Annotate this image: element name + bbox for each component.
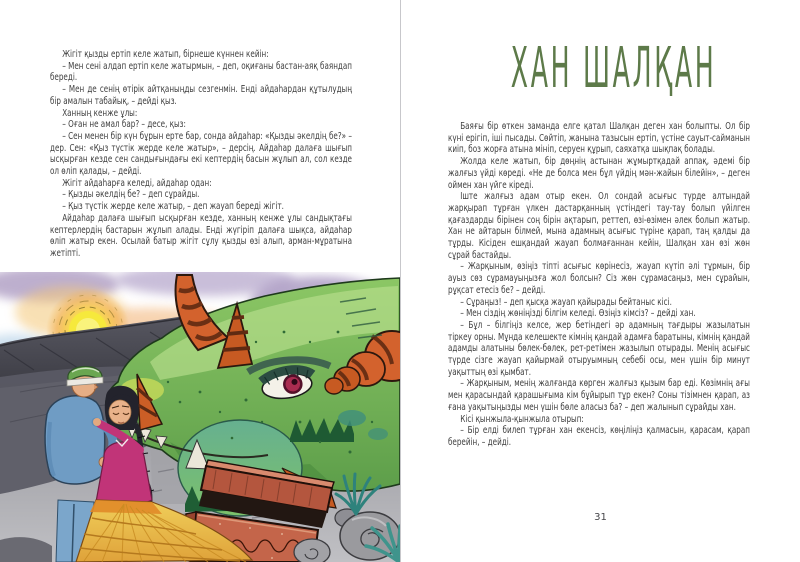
story-paragraph: Іште жалғыз адам отыр екен. Ол сондай асығыс түрде алтындай жарқырап тұрған үлкен дастарқанның үстіндегі тау-тау болып үйілген қағаздарды бірінен соң бірін ақтарып, реттеп, өзі-өзімен әлек болып жатыр. Хан не айтарын білмей, мына адамның асығыс түріне қарап, таң қалды да тұрды. Кісіден ешқандай жауап болмағаннан кейін, Шалқан хан өзі жөн сұрай бастайды. (448, 191, 750, 261)
story-paragraph: – Мен сені алдап ертіп келе жатырмын, – деп, оқиғаны бастан-аяқ баяндап береді. (50, 60, 352, 84)
story-paragraph: Ханның кенже ұлы: (62, 107, 138, 119)
story-illustration (0, 272, 400, 562)
right-page-text (448, 121, 750, 449)
story-paragraph: – Жарқыным, менің жалғанда көрген жалғыз қызым бар еді. Көзімнің ағы мен қарасындай қарашығыма кім бұйырып тұр екен? Соны тізімнен қарап, аз ғана уақытыңызды мен үшін бөле аласыз ба? – деп жалынып сұрайды хан. (448, 378, 750, 413)
story-paragraph: – Жарқыным, өзіңіз тіпті асығыс көрінесіз, жауап күтіп әлі тұрмын, бір ауыз сөз сұрамауыңызға жол болсын? Сіз жөн сұрамасаңыз, мен сұрайын, рұқсат етесіз бе? – дейді. (448, 261, 750, 296)
story-paragraph: Жолда келе жатып, бір дөңнің астынан жұмыртқадай аппақ, әдемі бір жалғыз үйді көреді. «Не де болса мен бұл үйдің мән-жайын білейін», – деген оймен хан үйге кіреді. (448, 156, 750, 191)
story-paragraph: – Қыз түстік жерде келе жатыр, – деп жауап береді жігіт. (62, 201, 284, 213)
story-paragraph: – Бір елді билеп тұрған хан екенсіз, көңіліңіз қалмасын, қарасам, қарап берейін, – дейді. (448, 425, 750, 448)
story-paragraph: Баяғы бір өткен заманда елге қатал Шалқан деген хан болыпты. Ол бір күні ерігіп, іші пысады. Сөйтіп, жанына тазысын ертіп, үстіне сауыт-сайманын киіп, боз жорға атына мініп, серуен құрып, саяхатқа шықпақ болады. (448, 121, 750, 156)
story-paragraph: Айдаһар далаға шығып ысқырған кезде, ханның кенже ұлы сандықтағы кептерлердің бастарын жұлып алады. Енді жүгіріп далаға шықса, айдаһар өліп жатыр екен. Осылай батыр жігіт сұлу қызды өзі алып, арман-мұратына жетіпті. (50, 212, 352, 259)
page-number: 31 (594, 512, 607, 523)
story-paragraph: – Қызды әкелдің бе? – деп сұрайды. (62, 189, 200, 201)
story-paragraph: – Мен сіздің жөніңізді білгім келеді. Өзіңіз кімсіз? – дейді хан. (460, 308, 696, 320)
story-paragraph: Жігіт қызды ертіп келе жатып, бірнеше күннен кейін: (62, 49, 269, 60)
page-fold-divider (400, 0, 401, 562)
story-paragraph: – Сен менен бір күн бұрын ерте бар, сонда айдаһар: «Қызды әкелдің бе?» – дер. Сен: «Қыз түстік жерде келе жатыр», – дерсің. Айдаһар далаға шығып ысқырған кезде сен сандығындағы екі кептердің басын жұлып ал, сол кезде ол өліп қалады, – дейді. (50, 130, 352, 178)
left-page-text (50, 49, 352, 260)
story-paragraph: – Мен де сенің өтірік айтқаныңды сезгенмін. Енді айдаһардан құтылудың бір амалын табайық, – дейді қыз. (50, 84, 352, 107)
story-paragraph: Жігіт айдаһарға келеді, айдаһар одан: (62, 177, 212, 189)
story-title: ХАН ШАЛҚАН (510, 36, 717, 101)
story-paragraph: Кісі қынжыла-қынжыла отырып: (460, 413, 584, 425)
story-paragraph: – Сұраңыз! – деп қысқа жауап қайырады бейтаныс кісі. (460, 296, 672, 308)
story-paragraph: – Бұл – білгіңіз келсе, жер бетіндегі әр адамның тағдыры жазылатын тіркеу орны. Мұнда келешекте кімнің қандай адамға баратыны, кімнің қандай адамды алатыны бөлек-бөлек, рет-ретімен жазылып отырады. Менің асығыс түрде сізге жауап қайырмай отыруымның себебі осы, мен үшін бір минут уақыттың өзі қымбат. (448, 319, 750, 378)
story-paragraph: – Оған не амал бар? – десе, қыз: (62, 119, 186, 131)
